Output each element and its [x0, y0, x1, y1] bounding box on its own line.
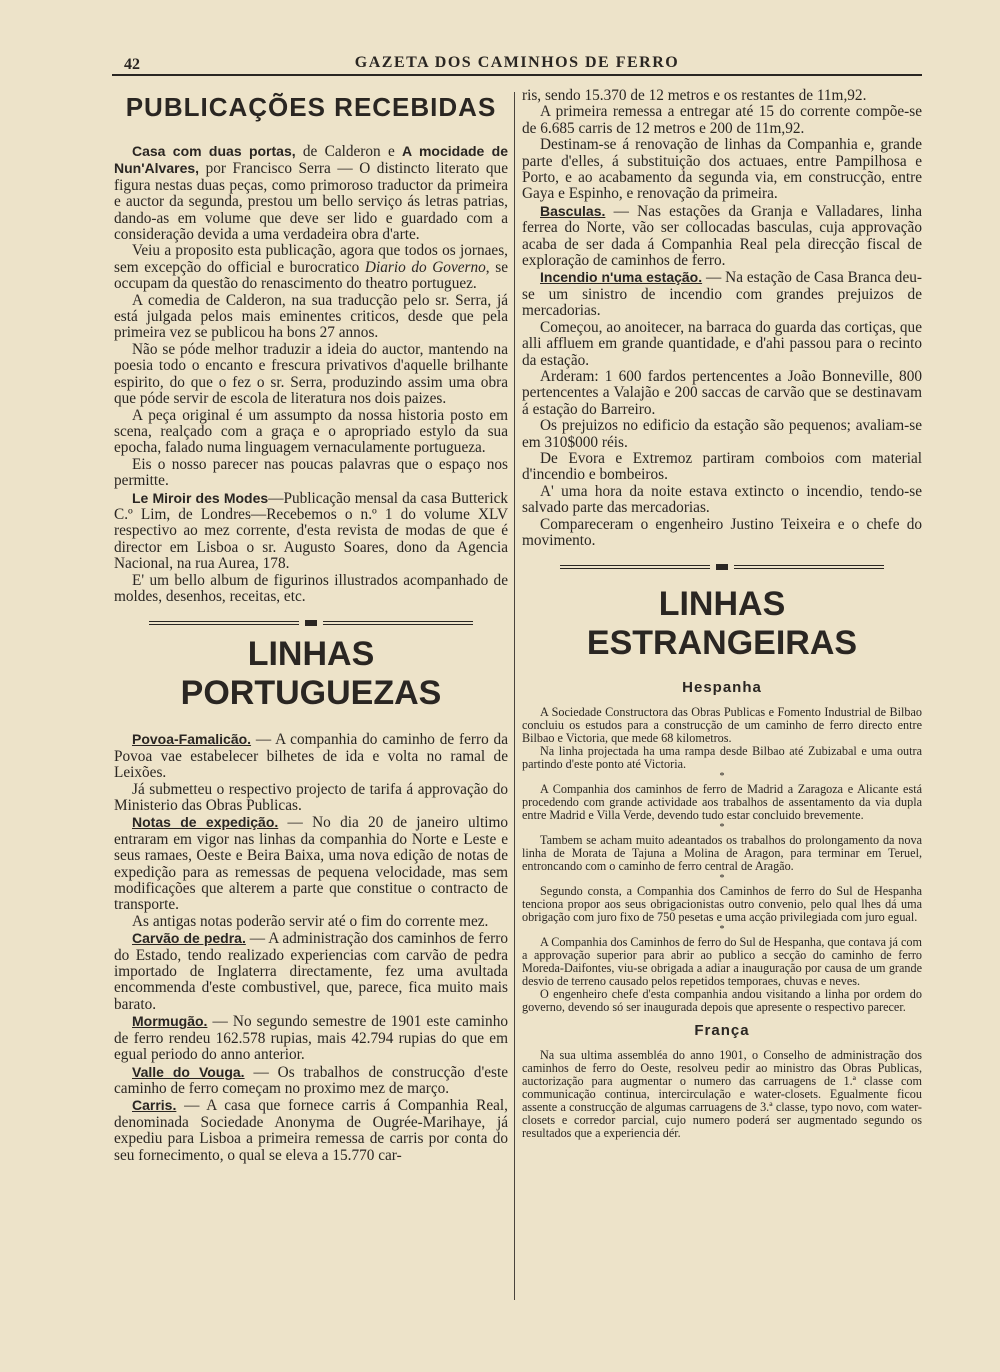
news-paragraph: O engenheiro chefe d'esta companhia andou visitando a linha por ordem do governo, devendo só ser inaugurada depois que apresente o respectivo parecer. [522, 987, 922, 1015]
article-paragraph: ris, sendo 15.370 de 12 metros e os restantes de 11m,92. [522, 88, 867, 104]
page-number: 42 [124, 56, 140, 73]
column-divider [514, 92, 515, 1300]
article-paragraph: A comedia de Calderon, na sua traducção pelo sr. Serra, já está julgada pelos mais eminentes criticos, desde que pela primeira vez se publicou ha bons 27 annos. [114, 291, 508, 342]
article-paragraph: Compareceram o engenheiro Justino Teixeira e o chefe do movimento. [522, 515, 922, 549]
article-paragraph: Os prejuizos no edificio da estação são pequenos; avaliam-se em 310$000 réis. [522, 417, 922, 451]
article-paragraph: Começou, ao anoitecer, na barraca do guarda das cortiças, que alli affluem em grande quantidade, e d'ahi passou para o recinto da estação. [522, 318, 922, 369]
article-paragraph: Carris. — A casa que fornece carris á Companhia Real, denominada Sociedade Anonyma de Ougrée-Marihaye, já expediu para Lisboa a primeira remessa de carris por conta do seu fornecimento, o qual se eleva a 15.770 car- [114, 1097, 508, 1164]
article-paragraph: Basculas. — Nas estações da Granja e Valladares, linha ferrea do Norte, vão ser collocadas basculas, cuja approvação acaba de ser dada á Companhia Real pela direcção fiscal de exploração de caminhos de ferro. [522, 202, 922, 270]
subheading-hespanha: Hespanha [682, 679, 762, 697]
article-paragraph: De Evora e Extremoz partiram comboios com material d'incendio e bombeiros. [522, 449, 922, 484]
article-paragraph: Carvão de pedra. — A administração dos caminhos de ferro do Estado, tendo realizado experiencias com carvão de pedra importado de Inglaterra directamente, fez uma avultada encommenda d'este combustivel, que, parece, fica muito mais barato. [114, 930, 508, 1013]
masthead-title: GAZETA DOS CAMINHOS DE FERRO [354, 54, 680, 71]
star-separator: * [719, 873, 725, 885]
news-paragraph: Na sua ultima assembléa do anno 1901, o Conselho de administração dos caminhos de ferro do Oeste, resolveu pedir ao ministro das Obras Publicas, auctorização para augmentar o numero das carruagens de 1.ª classe com communicação continua, intercirculação e water-closets. Egualmente ficou assente a construcção de algumas carruagens de 3.ª classe, typo novo, com water-closets e corredor parcial, cujo numero poderá ser augmentado segundo os resultados que a experiencia dér. [522, 1048, 922, 1141]
article-paragraph: Le Miroir des Modes—Publicação mensal da casa Butterick C.º Lim, de Londres—Recebemos o n.º 1 do volume XLV respectivo ao mez corrente, d'esta revista de modas de que é director em Lisboa o sr. Augusto Soares, dono da Agencia Nacional, na rua Aurea, 178. [114, 489, 508, 573]
subheading-franca: França [694, 1022, 750, 1040]
article-paragraph: Notas de expedição. — No dia 20 de janeiro ultimo entraram em vigor nas linhas da companhia do Norte e Leste e seus ramaes, Oeste e Beira Baixa, uma nova edição de notas de expedição para as remessas de pequena velocidade, mas sem modificações que alterem a parte que constitue o contracto de transporte. [114, 814, 508, 914]
article-paragraph: A peça original é um assumpto da nossa historia posto em scena, realçado com a graça e o apropriado estylo da sua epocha, falado numa linguagem vernaculamente portugueza. [114, 406, 508, 457]
section-heading-linhas-estrangeiras: LINHAS ESTRANGEIRAS [586, 585, 858, 663]
article-paragraph: Veiu a proposito esta publicação, agora que todos os jornaes, sem excepção do official e burocratico Diario do Governo, se occupam da questão do renascimento do theatro portuguez. [114, 242, 508, 293]
news-paragraph: Tambem se acham muito adeantados os trabalhos do prolongamento da nova linha de Morata de Tajuna a Molina de Aragon, para terminar em Teruel, entroncando com o caminho de ferro central de Aragão. [522, 833, 922, 874]
news-paragraph: A Sociedade Constructora das Obras Publicas e Fomento Industrial de Bilbao concluiu os estudos para a construcção de um caminho de ferro directo entre Bilbao e Victoria, que mede 68 kilometros. [522, 705, 922, 746]
article-paragraph: Mormugão. — No segundo semestre de 1901 este caminho de ferro rendeu 162.578 rupias, mais 42.794 rupias do que em egual periodo do anno anterior. [114, 1013, 508, 1064]
article-paragraph: As antigas notas poderão servir até o fim do corrente mez. [132, 912, 489, 930]
article-paragraph: Incendio n'uma estação. — Na estação de Casa Branca deu-se um sinistro de incendio com grandes prejuizos de mercadorias. [522, 269, 922, 320]
article-paragraph: Povoa-Famalicão. — A companhia do caminho de ferro da Povoa vae estabelecer bilhetes de ida e volta no ramal de Leixões. [114, 731, 508, 782]
article-paragraph: A' uma hora da noite estava extincto o incendio, tendo-se salvado parte das mercadorias. [522, 482, 922, 517]
hespanha-news [522, 706, 922, 1014]
section-heading-publicacoes: PUBLICAÇÕES RECEBIDAS [125, 92, 497, 122]
article-paragraph: Não se póde melhor traduzir a ideia do auctor, mantendo na poesia todo o encanto e frescura privativos d'aquelle brilhante espirito, do que o fez o sr. Serra, produzindo assim uma obra que póde servir de escola de literatura nos dois paizes. [114, 340, 508, 408]
franca-news [522, 1049, 922, 1140]
ornament-divider [114, 613, 508, 631]
left-column [114, 88, 508, 1368]
news-paragraph: A Companhia dos caminhos de ferro de Madrid a Zaragoza e Alicante está procedendo com grande actividade aos trabalhos de assentamento da via dupla entre Madrid e Villa Verde, devendo tudo estar concluido brevemente. [522, 782, 922, 823]
article-paragraph: Arderam: 1 600 fardos pertencentes a João Bonneville, 800 pertencentes a Valajão e 200 saccas de carvão que se destinavam á estação do Barreiro. [522, 367, 922, 418]
article-paragraph: Valle do Vouga. — Os trabalhos de construcção d'este caminho de ferro começam no proximo mez de março. [114, 1063, 508, 1097]
article-paragraph: Eis o nosso parecer nas poucas palavras que o espaço nos permitte. [114, 455, 508, 490]
article-paragraph: E' um bello album de figurinos illustrados acompanhado de moldes, desenhos, receitas, etc. [114, 571, 508, 605]
article-paragraph: Já submetteu o respectivo projecto de tarifa á approvação do Ministerio das Obras Publicas. [114, 780, 508, 814]
star-separator: * [719, 822, 725, 834]
right-column [522, 88, 922, 1368]
star-separator: * [719, 771, 725, 783]
star-separator: * [719, 924, 725, 936]
ornament-divider [522, 557, 922, 575]
section-heading-linhas-portuguezas: LINHAS PORTUGUEZAS [180, 635, 442, 713]
news-paragraph: Na linha projectada ha uma rampa desde Bilbao até Zubizabal e uma outra partindo d'este ponto até Victoria. [522, 744, 922, 772]
page-header [112, 52, 922, 76]
news-paragraph: A Companhia dos Caminhos de ferro do Sul de Hespanha, que contava já com a approvação superior para abrir ao publico a secção do caminho de ferro Moreda-Daifontes, viu-se obrigada a adiar a inauguração por causa de um grande desvio de terreno causado pelos repetidos temporaes, chuvas e neves. [522, 935, 922, 989]
article-paragraph: A primeira remessa a entregar até 15 do corrente compõe-se de 6.685 carris de 12 metros e 200 de 11m,92. [522, 103, 922, 137]
article-paragraph: Casa com duas portas, de Calderon e A mocidade de Nun'Alvares, por Francisco Serra — O distincto literato que figura nestas duas peças, como primoroso traductor da primeira e auctor da segunda, prestou um bello serviço ás letras patrias, dando-as em volume que deve ser lido e guardado com a consideração devida a uma verdadeira obra d'arte. [114, 143, 508, 244]
news-paragraph: Segundo consta, a Companhia dos Caminhos de ferro do Sul de Hespanha tenciona propor aos seus obrigacionistas outro convenio, pelo qual lhes dá uma obrigação com juro fixo de 750 pesetas e uma acção privilegiada com juro egual. [522, 884, 922, 925]
article-paragraph: Destinam-se á renovação de linhas da Companhia e, grande parte d'elles, á substituição dos actuaes, entre Pampilhosa e Porto, e ao acabamento da segunda via, em construcção, entre Gaya e Espinho, e renovação da primeira. [522, 136, 922, 203]
